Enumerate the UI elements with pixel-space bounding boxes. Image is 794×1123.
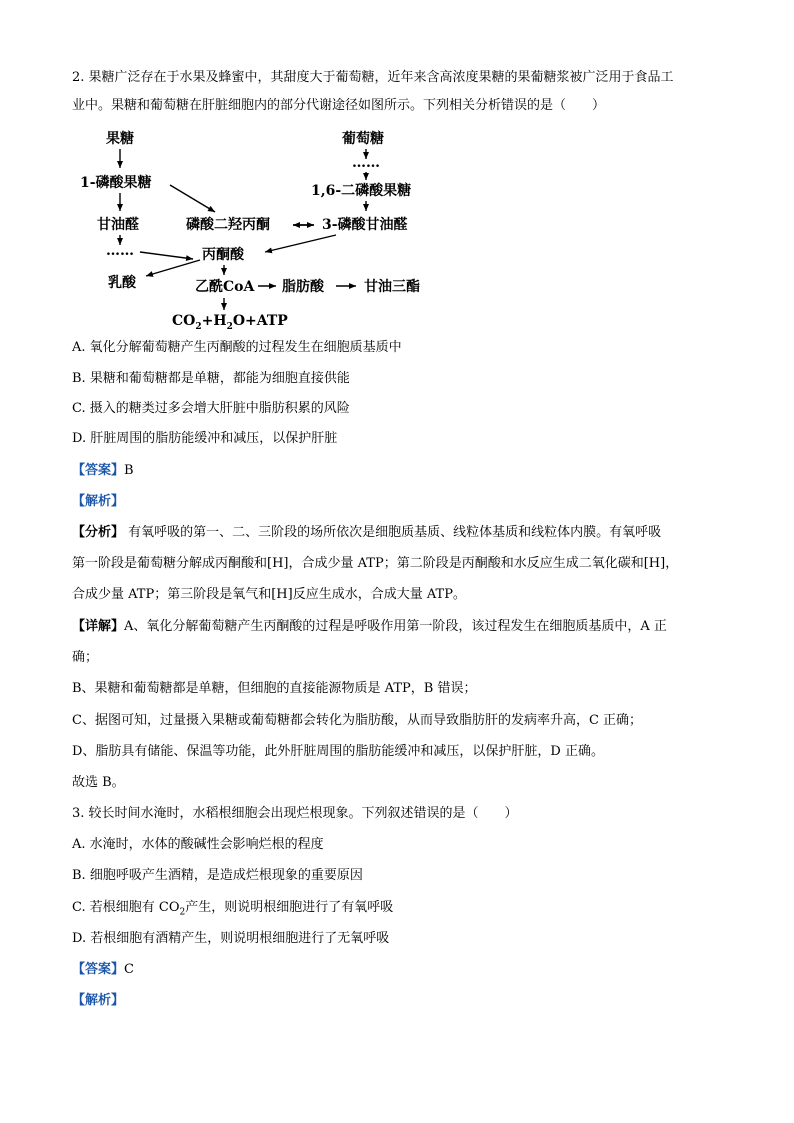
node-glucose: 葡萄糖 xyxy=(342,131,384,147)
node-fructose-16-bisphosphate: 1,6-二磷酸果糖 xyxy=(311,183,412,199)
q2-conclusion: 故选 B。 xyxy=(72,775,125,790)
node-acetyl-coa: 乙酰CoA xyxy=(195,279,255,295)
q3-stem: 3. 较长时间水淹时，水稻根细胞会出现烂根现象。下列叙述错误的是（ ） xyxy=(72,806,518,821)
q3-option-b: B. 细胞呼吸产生酒精，是造成烂根现象的重要原因 xyxy=(72,868,363,883)
q2-option-a: A. 氧化分解葡萄糖产生丙酮酸的过程发生在细胞质基质中 xyxy=(72,340,402,355)
q2-xiangjie-b: B、果糖和葡萄糖都是单糖，但细胞的直接能源物质是 ATP，B 错误； xyxy=(72,681,477,696)
answer-value: B xyxy=(124,463,134,478)
q2-stem-line1: 2. 果糖广泛存在于水果及蜂蜜中，其甜度大于葡萄糖，近年来含高浓度果糖的果葡糖浆被广泛用于食品工 xyxy=(72,70,674,85)
node-lactate: 乳酸 xyxy=(108,275,136,291)
node-co2-h2o-atp: $CO_2+H_2O+ATP$ xyxy=(172,313,288,332)
q2-xiangjie-line2: 确； xyxy=(72,650,99,665)
node-dhap: 磷酸二羟丙酮 xyxy=(186,217,270,233)
q2-option-c: C. 摄入的糖类过多会增大肝脏中脂肪积累的风险 xyxy=(72,401,350,416)
node-pyruvate: 丙酮酸 xyxy=(202,247,244,263)
node-fatty-acid: 脂肪酸 xyxy=(282,279,324,295)
q2-analysis-tag: 【解析】 xyxy=(72,494,125,509)
metabolic-pathway-diagram xyxy=(0,118,794,333)
dots-left: …… xyxy=(106,243,134,259)
answer-tag: 【答案】 xyxy=(72,463,125,478)
q3-analysis-tag: 【解析】 xyxy=(72,993,125,1008)
q2-xiangjie-c: C、据图可知，过量摄入果糖或葡萄糖都会转化为脂肪酸，从而导致脂肪肝的发病率升高，C 正确； xyxy=(72,713,643,728)
q3-option-a: A. 水淹时，水体的酸碱性会影响烂根的程度 xyxy=(72,837,324,852)
q3-option-d: D. 若根细胞有酒精产生，则说明根细胞进行了无氧呼吸 xyxy=(72,931,390,946)
q2-fenxi-line3: 合成少量 ATP；第三阶段是氧气和[H]反应生成水，合成大量 ATP。 xyxy=(72,587,466,602)
q3-option-c: C. 若根细胞有 $CO_2$产生，则说明根细胞进行了有氧呼吸 xyxy=(72,900,394,918)
node-fructose-1-phosphate: 1-磷酸果糖 xyxy=(80,175,152,191)
q2-xiangjie-d: D、脂肪具有储能、保温等功能，此外肝脏周围的脂肪能缓冲和减压，以保护肝脏，D 正确。 xyxy=(72,744,604,759)
q2-fenxi-line1: 【分析】 有氧呼吸的第一、二、三阶段的场所依次是细胞质基质、线粒体基质和线粒体内膜。有氧呼吸 xyxy=(72,525,662,540)
q3-answer-line: 【答案】C xyxy=(72,962,134,977)
node-g3p: 3-磷酸甘油醛 xyxy=(322,217,408,233)
q2-fenxi-line2: 第一阶段是葡萄糖分解成丙酮酸和[H]，合成少量 ATP；第二阶段是丙酮酸和水反应生成二氧化碳和[H]， xyxy=(72,556,679,571)
node-fructose: 果糖 xyxy=(106,131,134,147)
q2-answer-line xyxy=(72,461,134,481)
q2-option-b: B. 果糖和葡萄糖都是单糖，都能为细胞直接供能 xyxy=(72,371,350,386)
node-triglyceride: 甘油三酯 xyxy=(364,279,420,295)
node-glyceraldehyde: 甘油醛 xyxy=(97,217,139,233)
q2-option-d: D. 肝脏周围的脂肪能缓冲和减压，以保护肝脏 xyxy=(72,431,338,446)
dots-right: …… xyxy=(352,155,380,171)
q2-stem-line2: 业中。果糖和葡萄糖在肝脏细胞内的部分代谢途径如图所示。下列相关分析错误的是（ ） xyxy=(72,98,606,113)
q2-xiangjie-line1: 【详解】A、氧化分解葡萄糖产生丙酮酸的过程是呼吸作用第一阶段，该过程发生在细胞质基质中，A 正 xyxy=(72,619,667,634)
